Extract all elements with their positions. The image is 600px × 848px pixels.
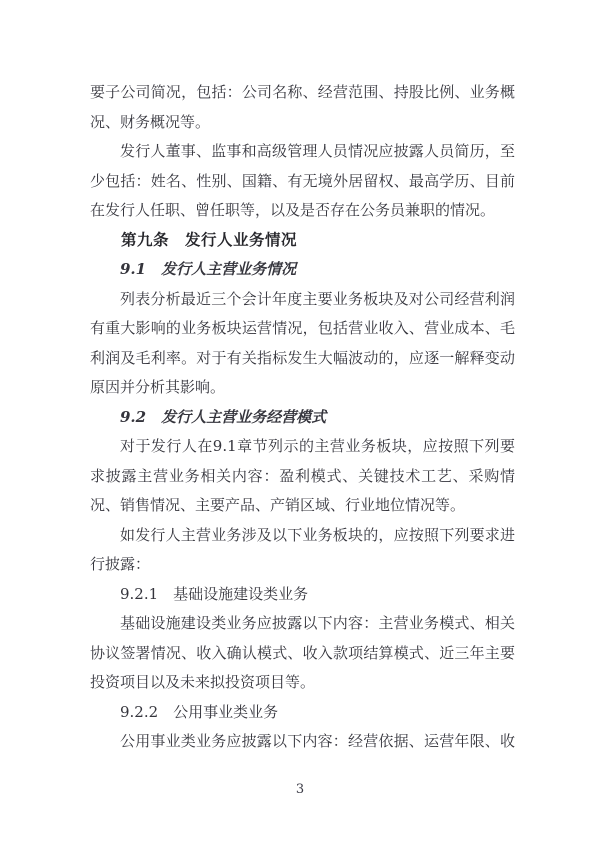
paragraph-continuation: 要子公司简况，包括：公司名称、经营范围、持股比例、业务概况、财务概况等。 xyxy=(90,83,515,131)
paragraph: 列表分析最近三个会计年度主要业务板块及对公司经营利润有重大影响的业务板块运营情况，包括营业收入、营业成本、毛利润及毛利率。对于有关指标发生大幅波动的，应逐一解释变动原因并分析其影响。 xyxy=(90,289,515,396)
subsection-heading-9-2-1: 9.2.1 基础设施建设类业务 xyxy=(120,584,309,603)
paragraph-cutoff: 公用事业类业务应披露以下内容：经营依据、运营年限、收 xyxy=(120,732,515,750)
paragraph: 基础设施建设类业务应披露以下内容：主营业务模式、相关协议签署情况、收入确认模式、收入款项结算模式、近三年主要投资项目以及未来拟投资项目等。 xyxy=(90,614,515,691)
paragraph: 对于发行人在9.1章节列示的主营业务板块，应按照下列要求披露主营业务相关内容：盈利模式、关键技术工艺、采购情况、销售情况、主要产品、产销区域、行业地位情况等。 xyxy=(90,437,515,514)
chapter-heading: 第九条 发行人业务情况 xyxy=(121,230,298,249)
paragraph: 如发行人主营业务涉及以下业务板块的，应按照下列要求进行披露： xyxy=(90,525,515,573)
page-number: 3 xyxy=(295,782,305,797)
section-heading-9-2: 9.2 发行人主营业务经营模式 xyxy=(120,407,327,426)
document-text-block xyxy=(90,78,515,757)
paragraph: 发行人董事、监事和高级管理人员情况应披露人员简历，至少包括：姓名、性别、国籍、有无境外居留权、最高学历、目前在发行人任职、曾任职等，以及是否存在公务员兼职的情况。 xyxy=(90,142,515,219)
subsection-heading-9-2-2: 9.2.2 公用事业类业务 xyxy=(120,702,279,721)
section-heading-9-1: 9.1 发行人主营业务情况 xyxy=(120,260,297,278)
